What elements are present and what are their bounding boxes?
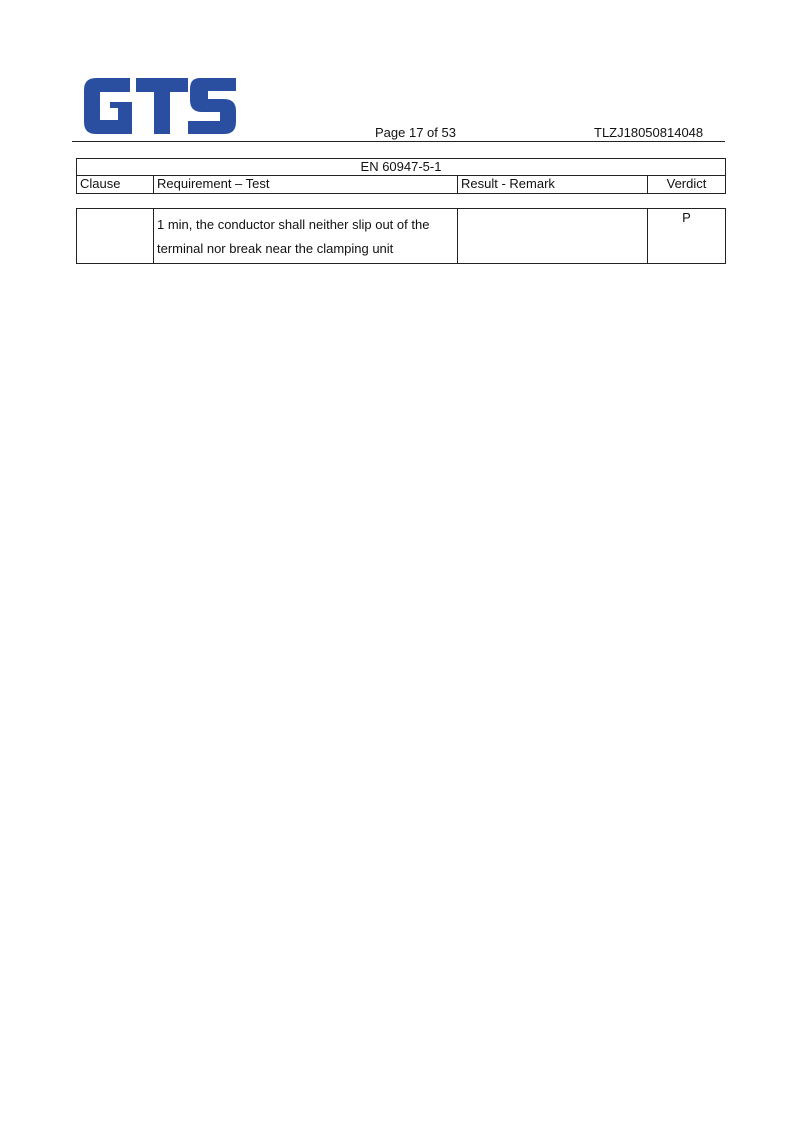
column-header-verdict: Verdict [648, 176, 726, 194]
page-number: Page 17 of 53 [375, 125, 456, 140]
clause-table-header [76, 158, 726, 194]
requirement-cell [154, 209, 458, 264]
column-header-result: Result - Remark [458, 176, 648, 194]
standard-title: EN 60947-5-1 [77, 159, 726, 176]
clause-cell [77, 209, 154, 264]
column-header-clause: Clause [77, 176, 154, 194]
result-cell [458, 209, 648, 264]
header-rule [72, 141, 725, 142]
table-row [77, 209, 726, 264]
clause-table-body [76, 208, 726, 264]
column-header-requirement: Requirement – Test [154, 176, 458, 194]
requirement-line: terminal nor break near the clamping unit [157, 241, 394, 256]
gts-logo [84, 78, 236, 134]
requirement-line: 1 min, the conductor shall neither slip out of the [157, 217, 430, 232]
verdict-cell: P [648, 209, 726, 264]
report-number: TLZJ18050814048 [594, 125, 704, 140]
